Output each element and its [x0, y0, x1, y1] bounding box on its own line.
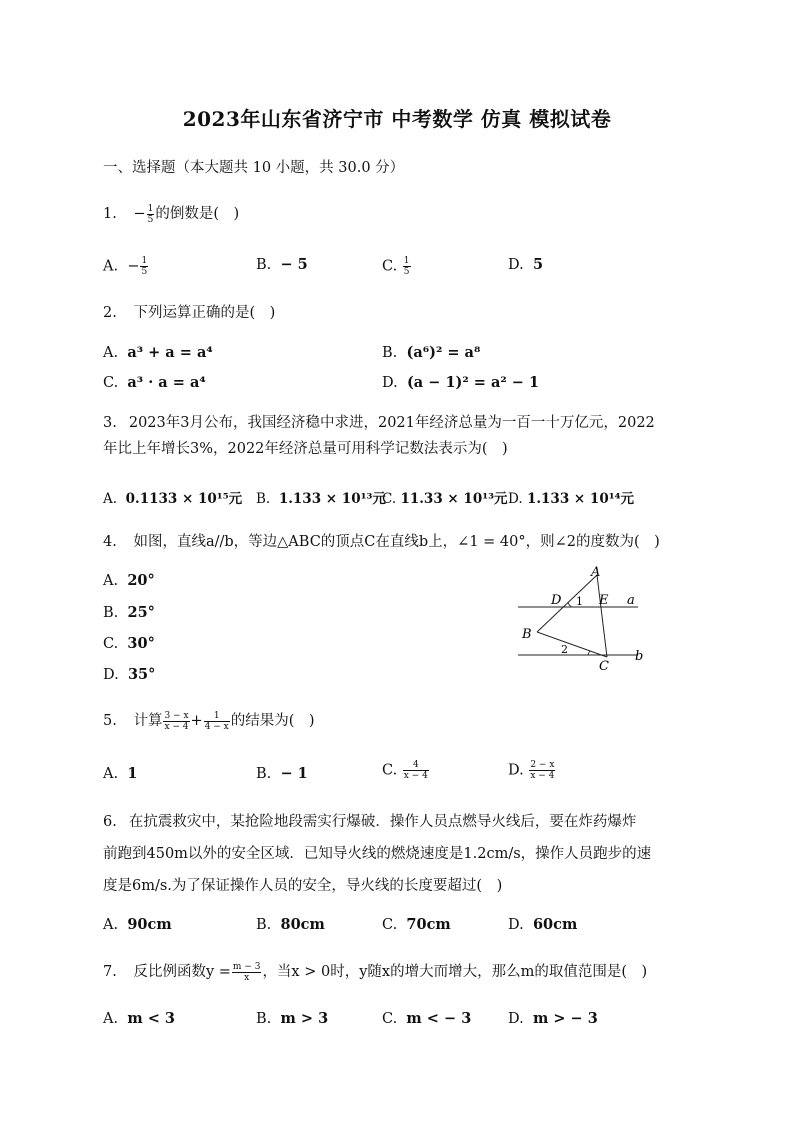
- option-label: A.: [103, 917, 119, 933]
- option-label: D.: [382, 375, 398, 391]
- option-value: 0.1133 × 10¹⁵元: [125, 491, 243, 507]
- fraction: [232, 962, 262, 983]
- option-d[interactable]: [508, 1010, 598, 1027]
- option-label: A.: [103, 573, 119, 589]
- option-label: D.: [508, 1011, 524, 1027]
- option-b[interactable]: [256, 1010, 328, 1027]
- option-a[interactable]: [103, 765, 137, 782]
- option-label: A.: [103, 766, 119, 782]
- label-line-a: a: [627, 593, 635, 608]
- fraction: [147, 204, 155, 225]
- option-value: 25°: [127, 604, 155, 621]
- option-label: B.: [256, 257, 272, 273]
- option-c[interactable]: [103, 635, 155, 652]
- question-text: 如图，直线a//b，等边△ABC的顶点C在直线b上，∠1 = 40°，则∠2的度数为( ): [133, 534, 660, 550]
- question-number: 3.: [103, 415, 117, 431]
- question-text-line1: 在抗震救灾中，某抢险地段需实行爆破．操作人员点燃导火线后，要在炸药爆炸: [128, 814, 637, 830]
- option-b[interactable]: [256, 916, 325, 933]
- option-value: 70cm: [406, 916, 451, 933]
- option-label: B.: [382, 345, 398, 361]
- option-a[interactable]: [103, 572, 155, 589]
- option-label: C.: [382, 762, 398, 779]
- fraction-numerator: 3 − x: [164, 710, 189, 721]
- fraction-denominator: x: [244, 972, 250, 983]
- option-b[interactable]: [382, 344, 480, 361]
- option-value: − 5: [280, 256, 308, 273]
- option-value: m < − 3: [406, 1010, 472, 1027]
- option-b[interactable]: [256, 487, 386, 507]
- option-value: 11.33 × 10¹³元: [400, 491, 508, 507]
- fraction-numerator: 1: [141, 256, 148, 266]
- segment-bc: [537, 632, 607, 657]
- question-text: 下列运算正确的是( ): [133, 305, 276, 321]
- option-value: 20°: [127, 572, 155, 589]
- option-a[interactable]: [103, 916, 172, 933]
- option-label: A.: [103, 491, 118, 507]
- option-value: 90cm: [127, 916, 172, 933]
- option-label: A.: [103, 258, 119, 275]
- option-label: B.: [103, 605, 119, 621]
- option-value: m > − 3: [532, 1010, 598, 1027]
- question-7: [103, 960, 647, 983]
- fraction-denominator: x − 4: [403, 771, 428, 781]
- label-angle-2: 2: [561, 643, 568, 656]
- label-A: A: [591, 565, 601, 580]
- option-value: 1: [127, 765, 138, 782]
- option-c[interactable]: [382, 1010, 471, 1027]
- question-text-line2: 前跑到450m以外的安全区域．已知导火线的燃烧速度是1.2cm/s，操作人员跑步的速: [103, 846, 652, 862]
- fraction-numerator: 2 − x: [530, 760, 555, 770]
- fraction: [529, 760, 555, 781]
- option-d[interactable]: [508, 916, 577, 933]
- fraction-denominator: 5: [403, 267, 410, 277]
- option-label: A.: [103, 1011, 119, 1027]
- label-E: E: [599, 593, 609, 608]
- option-value: 1.133 × 10¹³元: [278, 491, 386, 507]
- option-value: 5: [532, 256, 544, 273]
- question-number: 5.: [103, 713, 117, 729]
- option-d[interactable]: [508, 760, 556, 781]
- option-label: D.: [508, 257, 524, 273]
- angle-2-arc: [588, 651, 590, 655]
- option-value: m > 3: [280, 1010, 329, 1027]
- option-value: 1.133 × 10¹⁴元: [526, 491, 635, 507]
- option-d[interactable]: [382, 374, 539, 391]
- option-label: D.: [508, 491, 523, 507]
- fraction-numerator: 1: [403, 256, 410, 266]
- fraction-denominator: x − 4: [164, 721, 189, 732]
- question-5: [103, 709, 315, 732]
- question-2: [103, 301, 275, 322]
- question-number: 7.: [103, 964, 117, 980]
- option-c[interactable]: [103, 374, 206, 391]
- label-line-b: b: [635, 649, 644, 664]
- fraction: [403, 760, 429, 781]
- segment-ac: [597, 575, 607, 657]
- option-d[interactable]: [103, 666, 155, 683]
- label-D: D: [551, 593, 562, 608]
- fraction-denominator: x − 4: [530, 771, 555, 781]
- option-label: C.: [382, 1011, 398, 1027]
- option-c[interactable]: [382, 487, 508, 507]
- option-value: − 1: [280, 765, 308, 782]
- fraction-numerator: 1: [147, 203, 154, 214]
- fraction: [140, 256, 148, 277]
- question-number: 1.: [103, 206, 117, 222]
- option-label: C.: [103, 636, 119, 652]
- option-label: C.: [382, 491, 397, 507]
- plus-sign: +: [190, 713, 203, 729]
- page-title: 2023年山东省济宁市 中考数学 仿真 模拟试卷: [182, 107, 612, 131]
- section-header: 一、选择题（本大题共 10 小题，共 30.0 分）: [103, 160, 405, 176]
- question-number: 6.: [103, 814, 117, 830]
- option-label: D.: [508, 762, 524, 779]
- option-label: B.: [256, 917, 272, 933]
- option-value: (a⁶)² = a⁸: [406, 344, 481, 361]
- fraction-numerator: 1: [204, 711, 230, 722]
- minus-sign: −: [133, 206, 146, 222]
- option-value: a³ + a = a⁴: [127, 344, 213, 361]
- fraction-numerator: m − 3: [232, 961, 261, 972]
- option-value: (a − 1)² = a² − 1: [406, 374, 540, 391]
- option-b[interactable]: [103, 604, 155, 621]
- option-label: A.: [103, 345, 119, 361]
- option-label: C.: [382, 258, 398, 275]
- option-d[interactable]: [508, 487, 634, 507]
- option-value: 60cm: [532, 916, 578, 933]
- question-text-pre: 计算: [133, 713, 163, 729]
- option-c[interactable]: [382, 760, 430, 781]
- fraction: [163, 711, 189, 732]
- question-3: [103, 410, 693, 462]
- fraction: [204, 711, 230, 732]
- fraction: [403, 256, 411, 277]
- question-number: 2.: [103, 305, 117, 321]
- angle-1-arc: [568, 602, 572, 607]
- fraction-denominator: 5: [147, 214, 154, 225]
- fraction-numerator: 4: [403, 760, 429, 771]
- label-angle-1: 1: [576, 595, 583, 608]
- option-value: a³ · a = a⁴: [127, 374, 206, 391]
- question-1: [103, 202, 239, 225]
- option-label: C.: [382, 917, 398, 933]
- option-a[interactable]: [103, 256, 149, 277]
- minus-sign: −: [127, 258, 140, 275]
- option-c[interactable]: [382, 256, 412, 277]
- label-C: C: [599, 659, 609, 674]
- question-text-line3: 度是6m/s.为了保证操作人员的安全，导火线的长度要超过( ): [103, 878, 503, 894]
- fraction-denominator: 5: [141, 267, 148, 277]
- option-value: 30°: [127, 635, 155, 652]
- question-text-line1: 2023年3月公布，我国经济稳中求进，2021年经济总量为一百一十万亿元，2022: [128, 415, 655, 431]
- option-label: D.: [508, 917, 524, 933]
- question-text: 的倒数是( ): [155, 206, 240, 222]
- option-label: D.: [103, 667, 119, 683]
- option-label: B.: [256, 491, 271, 507]
- option-c[interactable]: [382, 916, 451, 933]
- question-text-post: 的结果为( ): [230, 713, 315, 729]
- geometry-figure: [510, 560, 660, 675]
- question-4: [103, 530, 660, 551]
- question-text-pre: 反比例函数y =: [133, 964, 231, 980]
- option-a[interactable]: [103, 344, 213, 361]
- question-text-line2: 年比上年增长3%，2022年经济总量可用科学记数法表示为( ): [103, 441, 508, 457]
- segment-ab: [537, 575, 597, 632]
- question-number: 4.: [103, 534, 117, 550]
- option-b[interactable]: [256, 256, 308, 273]
- option-d[interactable]: [508, 256, 543, 273]
- option-a[interactable]: [103, 1010, 175, 1027]
- option-value: 35°: [127, 666, 156, 683]
- option-value: 80cm: [280, 916, 325, 933]
- fraction-denominator: 4 − x: [204, 721, 229, 732]
- option-value: m < 3: [127, 1010, 175, 1027]
- option-label: B.: [256, 766, 272, 782]
- label-B: B: [522, 627, 532, 642]
- option-label: B.: [256, 1011, 272, 1027]
- question-6: [103, 806, 693, 902]
- question-text-post: ，当x > 0时，y随x的增大而增大，那么m的取值范围是( ): [262, 964, 648, 980]
- option-label: C.: [103, 375, 119, 391]
- option-a[interactable]: [103, 487, 242, 507]
- option-b[interactable]: [256, 765, 308, 782]
